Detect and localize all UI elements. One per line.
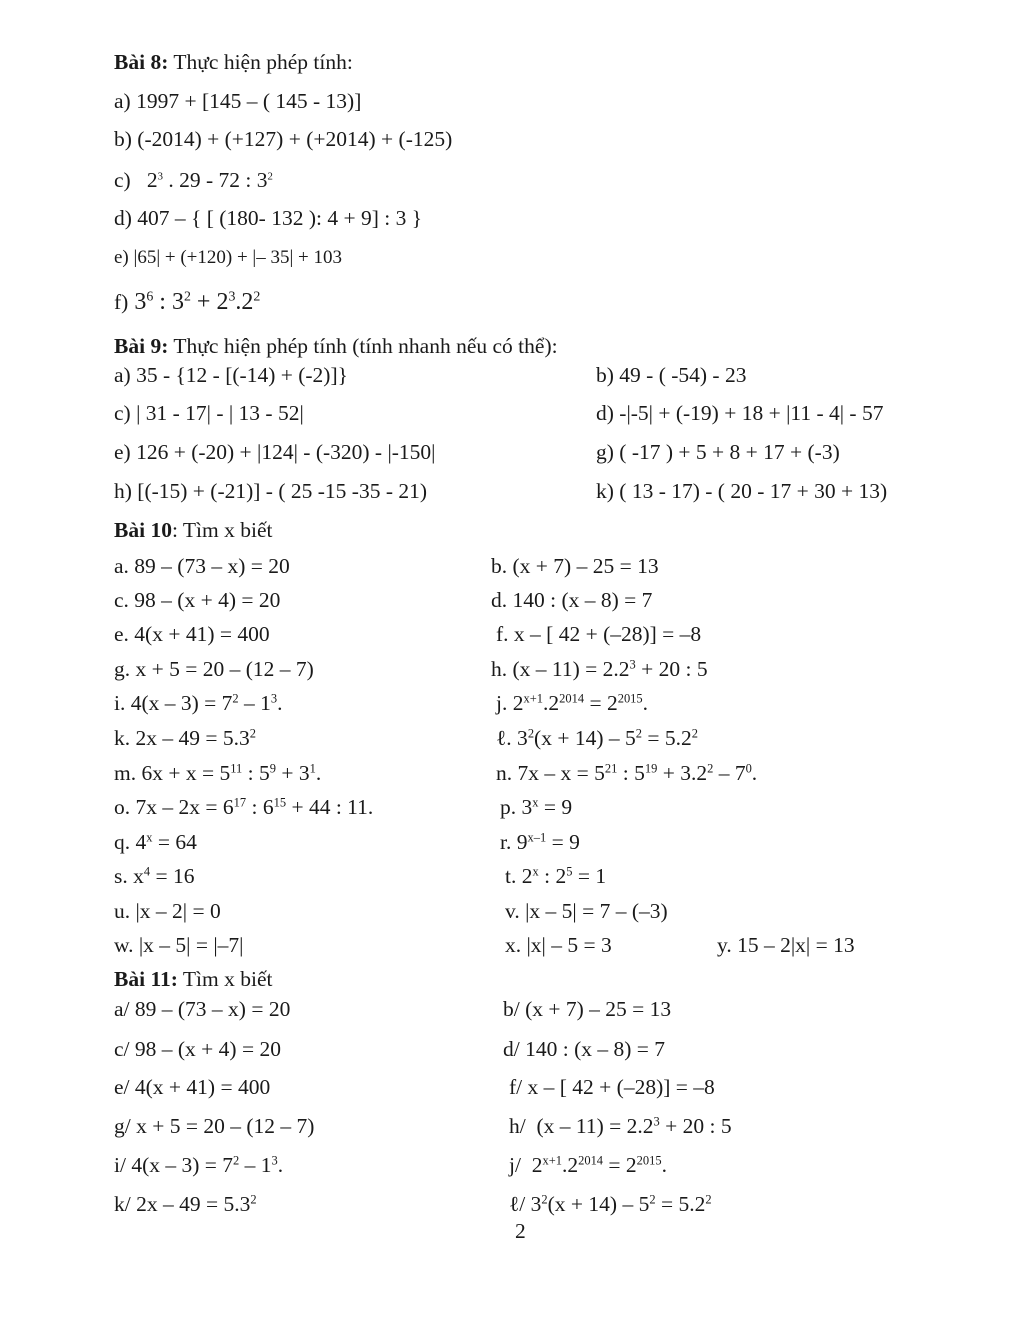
- bai11-item-i: i/ $4(x - 3) = 7^2 - 1^3$.: [114, 1153, 284, 1177]
- bai10-title: : Tìm x biết: [171, 518, 273, 542]
- bai9-item-e: e) 126 + (-20) + |124| - (-320) - |-150|: [114, 440, 436, 464]
- bai11-item-k: k/ $2x - 49 = 5.3^2$: [114, 1192, 257, 1216]
- bai10-item-s: s. $x^4 = 16$: [114, 864, 195, 888]
- bai8-item-f: f) $3^6$ : $3^2 + 2^3.2^2$: [114, 289, 261, 315]
- bai11-item-a: a/ 89 – (73 – x) = 20: [114, 997, 291, 1021]
- page-number: 2: [515, 1219, 526, 1243]
- bai11-header: [114, 969, 273, 991]
- bai10-item-i: i. $4(x - 3) = 7^2 - 1^3$.: [114, 691, 283, 715]
- bai10-item-q: q. $4^x = 64$: [114, 830, 197, 854]
- bai11-item-g: g/ x + 5 = 20 – (12 – 7): [114, 1114, 315, 1138]
- bai9-title: Thực hiện phép tính (tính nhanh nếu có thể):: [173, 334, 558, 358]
- bai11-heading: Bài 11:: [114, 967, 178, 991]
- bai10-item-x: x. |x| – 5 = 3: [505, 933, 612, 957]
- bai10-item-v: v. |x – 5| = 7 – (–3): [505, 899, 668, 923]
- bai11-item-c: c/ 98 – (x + 4) = 20: [114, 1037, 281, 1061]
- bai8-title: Thực hiện phép tính:: [173, 50, 353, 74]
- bai10-header: [114, 520, 272, 542]
- bai11-item-d: d/ 140 : (x – 8) = 7: [503, 1037, 666, 1061]
- bai10-item-c: c. 98 – (x + 4) = 20: [114, 588, 281, 612]
- bai10-item-t: t. 2$^x$ : $2^5 = 1$: [505, 864, 607, 888]
- bai11-item-f: f/ x – [ 42 + (–28)] = –8: [509, 1075, 715, 1099]
- bai10-item-u: u. |x – 2| = 0: [114, 899, 221, 923]
- bai8-item-c: c) $2^3$ . 29 - 72 : $3^2$: [114, 168, 273, 192]
- bai11-item-b: b/ (x + 7) – 25 = 13: [503, 997, 672, 1021]
- bai10-item-p: p. $3^x = 9$: [500, 795, 573, 819]
- bai10-item-f: f. x – [ 42 + (–28)] = –8: [496, 622, 702, 646]
- bai9-heading: Bài 9:: [114, 334, 169, 358]
- bai8-heading: Bài 8:: [114, 50, 169, 74]
- bai11-item-l: ℓ/ $3^2(x + 14) - 5^2 = 5.2^2$: [509, 1192, 712, 1216]
- bai11-item-e: e/ 4(x + 41) = 400: [114, 1075, 271, 1099]
- bai10-item-y: y. 15 – 2|x| = 13: [717, 933, 855, 957]
- bai8-item-d: d) 407 – { [ (180- 132 ): 4 + 9] : 3 }: [114, 206, 423, 230]
- bai10-item-j: j. $2^{x+1}.2^{2014} = 2^{2015}$.: [496, 691, 649, 715]
- bai9-item-a: a) 35 - {12 - [(-14) + (-2)]}: [114, 363, 348, 387]
- bai11-title: Tìm x biết: [182, 967, 273, 991]
- bai9-item-b: b) 49 - ( -54) - 23: [596, 363, 747, 387]
- bai10-item-o: o. $7x - 2x = 6^{17}$ : $6^{15} + 44$ : 11.: [114, 795, 374, 819]
- bai10-item-e: e. 4(x + 41) = 400: [114, 622, 270, 646]
- bai8-item-b: b) (-2014) + (+127) + (+2014) + (-125): [114, 127, 453, 151]
- bai10-item-n: n. $7x - x = 5^{21}$ : $5^{19} + 3.2^2 - 7^0$.: [496, 761, 758, 785]
- bai10-heading: Bài 10: [114, 518, 172, 542]
- bai10-item-r: r. $9^{x-1} = 9$: [500, 830, 580, 854]
- bai9-item-d: d) -|-5| + (-19) + 18 + |11 - 4| - 57: [596, 401, 884, 425]
- bai8-header: [114, 52, 353, 74]
- bai9-header: [114, 336, 558, 358]
- bai8-item-a: a) 1997 + [145 – ( 145 - 13)]: [114, 89, 362, 113]
- bai9-item-c: c) | 31 - 17| - | 13 - 52|: [114, 401, 304, 425]
- bai9-item-h: h) [(-15) + (-21)] - ( 25 -15 -35 - 21): [114, 479, 428, 503]
- bai10-item-m: m. $6x + x = 5^{11}$ : $5^9 + 3^1$.: [114, 761, 322, 785]
- bai11-item-h: h/ $(x - 11) = 2.2^3 + 20$ : 5: [509, 1114, 732, 1138]
- bai10-item-b: b. (x + 7) – 25 = 13: [491, 554, 659, 578]
- bai11-item-j: j/ $2^{x+1}.2^{2014} = 2^{2015}$.: [509, 1153, 667, 1177]
- bai10-item-w: w. |x – 5| = |–7|: [114, 933, 244, 957]
- bai8-item-e: e) |65| + (+120) + |– 35| + 103: [114, 247, 342, 268]
- bai10-item-d: d. 140 : (x – 8) = 7: [491, 588, 653, 612]
- bai9-item-g: g) ( -17 ) + 5 + 8 + 17 + (-3): [596, 440, 840, 464]
- bai10-item-l: ℓ. $3^2(x + 14) - 5^2 = 5.2^2$: [496, 726, 698, 750]
- bai9-item-k: k) ( 13 - 17) - ( 20 - 17 + 30 + 13): [596, 479, 888, 503]
- bai10-item-g: g. x + 5 = 20 – (12 – 7): [114, 657, 314, 681]
- bai10-item-h: h. $(x - 11) = 2.2^3 + 20$ : 5: [491, 657, 708, 681]
- bai10-item-a: a. 89 – (73 – x) = 20: [114, 554, 290, 578]
- bai10-item-k: k. $2x - 49 = 5.3^2$: [114, 726, 256, 750]
